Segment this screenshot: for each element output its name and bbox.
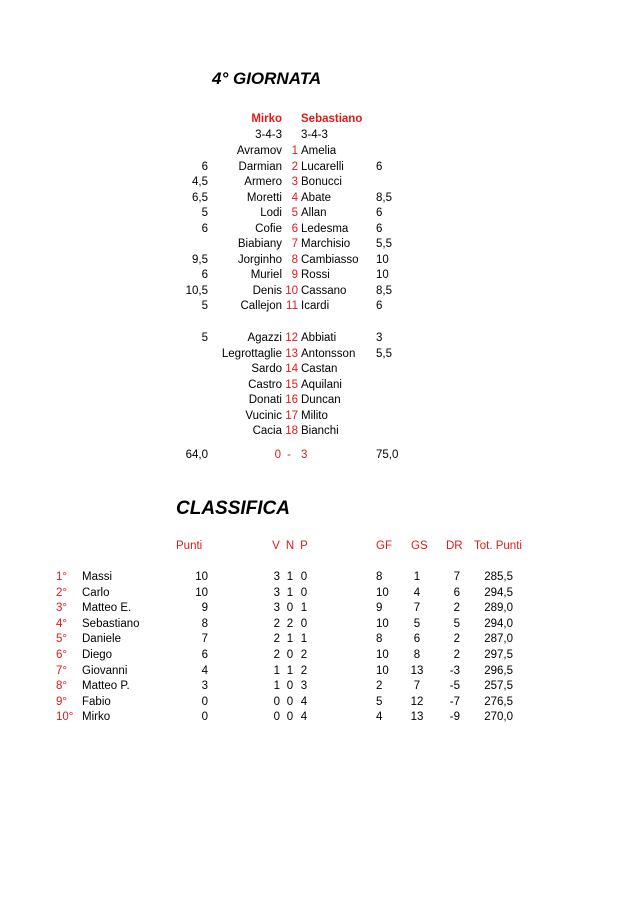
goals-against: 13 [410,711,424,724]
home-player: Castro [248,378,282,391]
goals-against: 7 [413,680,421,693]
away-player: Castan [301,363,338,375]
away-vote: 6 [376,160,383,173]
position: 4° [56,617,67,630]
total-points: 294,0 [484,617,513,630]
home-vote: 6 [201,269,208,281]
home-vote: 5 [201,207,208,219]
total-points: 297,5 [484,649,513,661]
goals-for: 8 [376,571,383,583]
losses: 4 [300,711,308,724]
home-vote: 5 [201,332,208,344]
draws: 0 [286,602,294,615]
goals-against: 12 [410,695,424,708]
goals-for: 10 [376,617,389,630]
away-vote: 6 [376,300,383,312]
team-name: Fabio [82,695,111,708]
losses: 1 [300,633,308,646]
punti: 10 [195,586,208,599]
shirt-number: 3 [291,176,298,188]
away-player: Marchisio [301,238,351,250]
punti: 3 [201,680,208,693]
home-player: Sardo [251,363,282,375]
shirt-number: 1 [291,145,298,157]
away-player: Abbiati [301,332,337,344]
wins: 2 [273,617,280,630]
goals-against: 4 [413,586,421,599]
header-tot-punti: Tot. Punti [474,540,522,552]
away-player: Ledesma [301,222,349,235]
draws: 0 [286,649,294,661]
shirt-number: 9 [291,269,298,281]
shirt-number: 2 [291,160,298,173]
home-player: Lodi [260,207,282,219]
goal-difference: 2 [453,602,460,615]
home-player: Biabiany [237,238,282,250]
header-gf: GF [376,540,392,552]
wins: 0 [273,711,280,724]
draws: 0 [286,680,294,693]
losses: 1 [300,602,308,615]
home-goals: 0 [274,449,281,461]
goal-difference: 2 [453,649,460,661]
away-player: Lucarelli [301,160,344,173]
header-dr: DR [446,540,463,552]
away-player: Bianchi [301,425,339,437]
team-name: Giovanni [82,664,128,677]
away-team-name: Sebastiano [301,113,363,125]
goals-against: 8 [413,649,421,661]
goal-difference: 7 [453,571,460,583]
score-separator: - [287,449,291,461]
away-module: 3-4-3 [301,129,328,141]
total-points: 276,5 [484,695,513,708]
position: 7° [56,664,67,677]
goals-for: 5 [376,695,383,708]
goals-for: 9 [376,602,383,615]
home-player: Cacia [252,425,282,437]
position: 1° [56,571,67,583]
team-name: Massi [82,571,113,583]
home-module: 3-4-3 [255,129,282,141]
header-v: V [272,540,280,552]
header-gs: GS [411,540,428,552]
home-player: Callejon [240,300,282,312]
away-player: Duncan [301,394,341,406]
shirt-number: 6 [291,222,298,235]
goal-difference: -5 [449,680,460,693]
total-points: 289,0 [484,602,513,615]
home-player: Donati [248,394,282,406]
shirt-number: 18 [285,425,298,437]
away-total: 75,0 [376,449,399,461]
wins: 0 [273,695,280,708]
goal-difference: 5 [453,617,460,630]
draws: 0 [286,711,294,724]
total-points: 285,5 [484,571,513,583]
total-points: 270,0 [484,711,513,724]
goals-for: 2 [376,680,383,693]
shirt-number: 8 [291,253,298,266]
team-name: Mirko [82,711,111,724]
home-player: Armero [244,176,282,188]
goals-against: 7 [413,602,421,615]
wins: 3 [273,586,280,599]
goals-against: 6 [413,633,421,646]
goals-for: 10 [376,649,389,661]
away-vote: 6 [376,222,383,235]
away-player: Rossi [301,269,330,281]
header-punti: Punti [176,540,203,552]
shirt-number: 10 [285,284,298,297]
goals-against: 13 [410,664,424,677]
home-vote: 6 [201,222,208,235]
draws: 1 [286,586,294,599]
goals-against: 1 [413,571,421,583]
shirt-number: 14 [285,363,298,375]
wins: 3 [273,602,280,615]
match-title: 4° GIORNATA [212,69,322,88]
wins: 2 [273,633,280,646]
away-goals: 3 [301,449,308,461]
punti: 0 [201,711,208,724]
shirt-number: 11 [286,300,298,312]
home-vote: 9,5 [192,253,208,266]
home-total: 64,0 [185,449,208,461]
team-name: Matteo P. [82,680,130,693]
home-team-name: Mirko [251,113,282,125]
position: 10° [56,711,74,724]
draws: 1 [286,633,294,646]
home-vote: 6,5 [192,191,208,204]
home-player: Legrottaglie [221,347,282,360]
punti: 10 [195,571,208,583]
position: 6° [56,649,67,661]
wins: 1 [273,680,280,693]
goals-against: 5 [413,617,421,630]
punti: 9 [201,602,208,615]
header-p: P [300,540,308,552]
shirt-number: 7 [291,238,298,250]
wins: 1 [273,664,280,677]
home-player: Cofie [255,222,282,235]
away-player: Aquilani [301,378,342,391]
team-name: Matteo E. [82,602,132,615]
shirt-number: 13 [285,347,298,360]
position: 5° [56,633,67,646]
position: 2° [56,586,67,599]
home-vote: 10,5 [185,284,208,297]
total-points: 296,5 [484,664,513,677]
draws: 1 [286,664,294,677]
punti: 7 [201,633,208,646]
total-points: 294,5 [484,586,513,599]
goal-difference: -3 [449,664,460,677]
punti: 6 [201,649,208,661]
punti: 8 [201,617,208,630]
home-player: Agazzi [247,332,282,344]
home-player: Darmian [238,160,282,173]
home-player: Vucinic [245,409,282,422]
header-n: N [285,540,295,552]
losses: 2 [300,649,308,661]
team-name: Carlo [82,586,110,599]
team-name: Daniele [82,633,121,646]
goal-difference: 2 [453,633,460,646]
away-vote: 5,5 [376,238,392,250]
away-player: Bonucci [301,176,342,188]
goals-for: 10 [376,586,389,599]
away-vote: 10 [376,269,389,281]
away-player: Cassano [301,284,347,297]
away-player: Amelia [301,145,337,157]
away-player: Milito [301,409,328,422]
away-player: Icardi [301,300,330,312]
standings-title: CLASSIFICA [176,498,290,519]
away-player: Cambiasso [301,253,359,266]
wins: 2 [273,649,280,661]
losses: 4 [300,695,308,708]
team-name: Sebastiano [82,617,140,630]
shirt-number: 4 [291,191,298,204]
away-vote: 3 [376,332,383,344]
home-player: Muriel [250,269,282,281]
losses: 0 [300,617,308,630]
wins: 3 [273,571,280,583]
home-player: Jorginho [237,253,282,266]
home-vote: 5 [201,300,208,312]
losses: 2 [300,664,308,677]
draws: 0 [286,695,294,708]
losses: 0 [300,571,308,583]
position: 9° [56,695,67,708]
goals-for: 8 [376,633,383,646]
away-vote: 10 [376,253,389,266]
goals-for: 10 [376,664,389,677]
away-player: Abate [301,191,332,204]
shirt-number: 17 [285,409,298,422]
shirt-number: 5 [291,207,298,219]
punti: 4 [201,664,208,677]
losses: 0 [300,586,308,599]
away-vote: 6 [376,207,383,219]
goal-difference: -9 [449,711,460,724]
home-player: Denis [252,284,282,297]
home-player: Avramov [236,145,282,157]
away-player: Antonsson [301,347,356,360]
total-points: 257,5 [484,680,513,693]
losses: 3 [300,680,308,693]
goal-difference: -7 [449,695,460,708]
home-vote: 6 [201,160,208,173]
away-vote: 8,5 [376,191,392,204]
punti: 0 [201,695,208,708]
away-player: Allan [301,207,327,219]
shirt-number: 16 [285,394,298,406]
home-player: Moretti [246,191,282,204]
home-vote: 4,5 [192,176,208,188]
shirt-number: 15 [285,378,298,391]
team-name: Diego [82,649,113,661]
goal-difference: 6 [453,586,460,599]
draws: 2 [286,617,294,630]
draws: 1 [286,571,294,583]
away-vote: 8,5 [376,284,392,297]
position: 3° [56,602,67,615]
total-points: 287,0 [484,633,513,646]
goals-for: 4 [376,711,383,724]
away-vote: 5,5 [376,347,392,360]
shirt-number: 12 [285,332,298,344]
position: 8° [56,680,67,693]
